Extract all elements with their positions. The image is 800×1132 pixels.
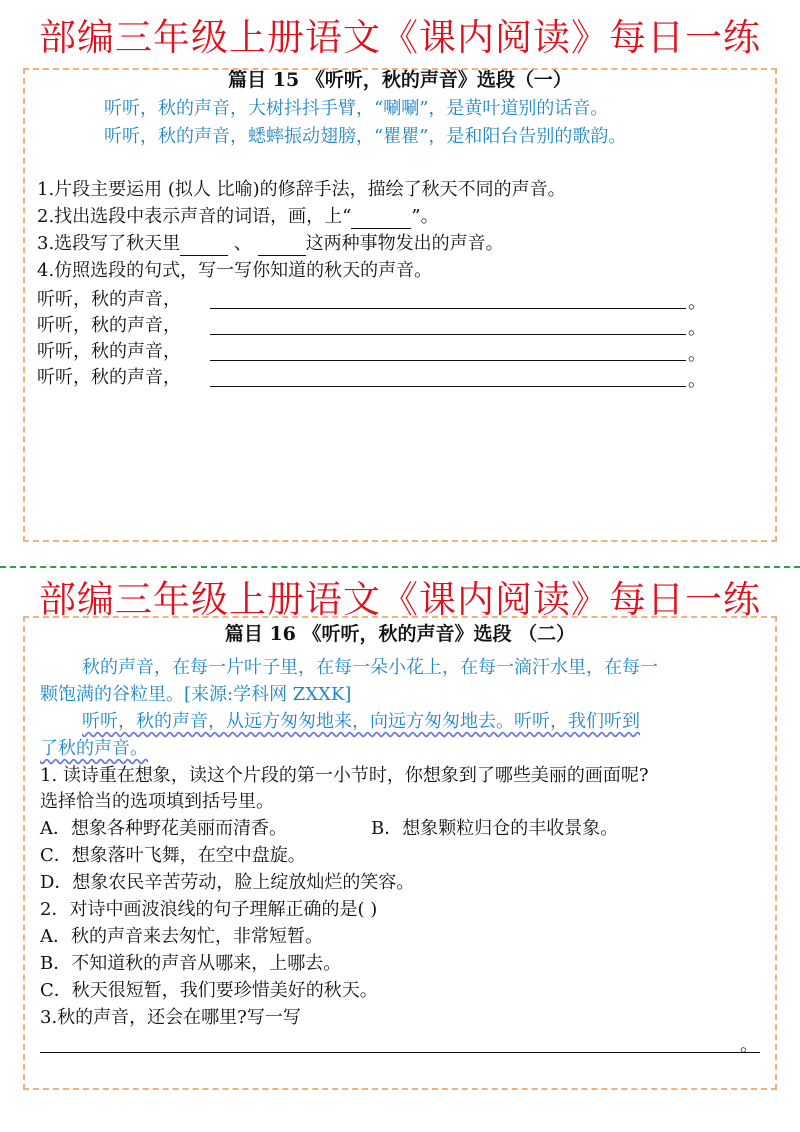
sheet1-question-1: 1.片段主要运用 (拟人 比喻)的修辞手法，描绘了秋天不同的声音。	[37, 179, 566, 200]
sheet1-prompt-2: 听听，秋的声音，	[37, 315, 181, 336]
sheet1-passage-line2: 听听，秋的声音，蟋蟀振动翅膀，“瞿瞿”，是和阳台告别的歌韵。	[104, 126, 627, 147]
sheet1-prompt-4: 听听，秋的声音，	[37, 367, 181, 388]
answer-blank[interactable]	[180, 237, 228, 256]
writing-line[interactable]	[210, 334, 686, 335]
writing-line[interactable]	[210, 308, 686, 309]
sheet2-title: 部编三年级上册语文《课内阅读》每日一练	[39, 578, 761, 621]
writing-line[interactable]	[40, 1052, 760, 1053]
sheet1-prompt-3: 听听，秋的声音，	[37, 341, 181, 362]
sheet2-question-3: 3.秋的声音，还会在哪里?写一写	[40, 1007, 301, 1028]
sheet1-prompt-1: 听听，秋的声音，	[37, 289, 181, 310]
period: 。	[688, 370, 706, 391]
sheet1-heading: 篇目 15 《听听，秋的声音》选段（一）	[228, 69, 572, 91]
option-d: D．想象农民辛苦劳动，脸上绽放灿烂的笑容。	[40, 872, 415, 893]
sheet2-question-2: 2．对诗中画波浪线的句子理解正确的是( )	[40, 899, 378, 920]
question2-option-a: A．秋的声音来去匆忙，非常短暂。	[40, 926, 323, 947]
sheet2-question-1a: 1. 读诗重在想象，读这个片段的第一小节时，你想象到了哪些美丽的画面呢?	[40, 765, 649, 786]
sheet1-title: 部编三年级上册语文《课内阅读》每日一练	[39, 16, 761, 59]
writing-line[interactable]	[210, 386, 686, 387]
sheet2-passage-line3: 听听，秋的声音，从远方匆匆地来，向远方匆匆地去。听听，我们听到	[82, 711, 640, 732]
sheet1-question-4: 4.仿照选段的句式，写一写你知道的秋天的声音。	[37, 260, 433, 281]
period: 。	[688, 344, 706, 365]
question2-option-c: C．秋天很短暂，我们要珍惜美好的秋天。	[40, 980, 378, 1001]
option-b: B．想象颗粒归仓的丰收景象。	[371, 818, 619, 839]
sheet2-passage-line4: 了秋的声音。	[40, 738, 148, 759]
sheet1-question-2: 2.找出选段中表示声音的词语，画，上“ ”。	[37, 206, 439, 227]
sheet1-passage-line1: 听听，秋的声音，大树抖抖手臂，“唰唰”，是黄叶道别的话音。	[104, 98, 609, 119]
option-c: C．想象落叶飞舞，在空中盘旋。	[40, 845, 306, 866]
period: 。	[740, 1035, 758, 1056]
answer-blank[interactable]	[351, 210, 411, 229]
writing-line[interactable]	[210, 360, 686, 361]
answer-blank[interactable]	[258, 237, 306, 256]
sheet2-question-1b: 选择恰当的选项填到括号里。	[40, 791, 274, 812]
sheet2-passage-line2: 颗饱满的谷粒里。[来源:学科网 ZXXK]	[40, 684, 352, 705]
sheet2-heading: 篇目 16 《听听，秋的声音》选段 （二）	[224, 623, 576, 645]
period: 。	[688, 318, 706, 339]
sheet2-passage-line1: 秋的声音，在每一片叶子里，在每一朵小花上，在每一滴汗水里，在每一	[82, 657, 658, 678]
sheet1-question-3: 3.选段写了秋天里 、 这两种事物发出的声音。	[37, 233, 504, 254]
period: 。	[688, 292, 706, 313]
page-divider	[0, 566, 800, 568]
question2-option-b: B．不知道秋的声音从哪来，上哪去。	[40, 953, 342, 974]
option-a: A．想象各种野花美丽而清香。	[40, 818, 287, 839]
